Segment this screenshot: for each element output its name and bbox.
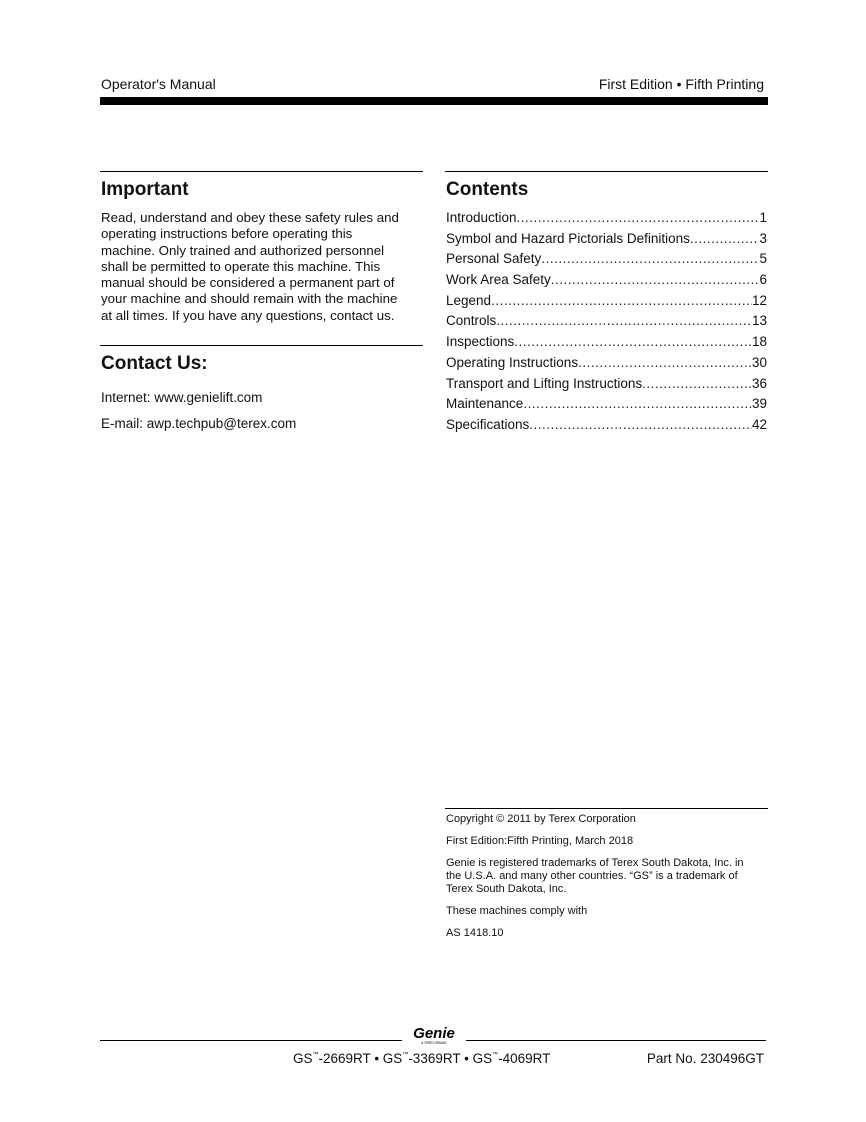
important-line: your machine and should remain with the machine xyxy=(101,291,398,307)
toc-entry[interactable] xyxy=(446,396,767,417)
logo-text: Genie xyxy=(413,1025,455,1042)
toc-entry-title: Maintenance xyxy=(446,396,524,412)
toc-entry-page: 1 xyxy=(759,210,767,225)
model-separator: • xyxy=(460,1051,473,1066)
section-rule xyxy=(100,171,423,172)
section-rule xyxy=(100,345,423,346)
toc-leader xyxy=(496,313,752,328)
toc-leader xyxy=(642,376,752,391)
contact-section xyxy=(100,345,423,431)
toc-entry-title: Controls xyxy=(446,313,497,329)
important-line: shall be permitted to operate this machine. This xyxy=(101,258,381,274)
model-list xyxy=(293,1051,550,1066)
toc-entry[interactable] xyxy=(446,417,767,438)
section-rule xyxy=(445,808,768,809)
toc-entry-page: 13 xyxy=(751,313,767,329)
toc-entry[interactable] xyxy=(446,231,767,252)
toc-entry-page: 5 xyxy=(759,251,767,267)
toc-entry[interactable] xyxy=(446,376,767,397)
copyright-block xyxy=(445,808,768,940)
contact-heading: Contact Us: xyxy=(101,353,208,374)
toc-entry[interactable] xyxy=(446,210,767,231)
model-name: GS™-3369RT xyxy=(382,1051,461,1066)
toc-entry-page: 42 xyxy=(751,416,767,432)
toc-entry-page: 6 xyxy=(759,272,767,288)
toc-entry[interactable] xyxy=(446,293,767,314)
toc-entry-title: Operating Instructions xyxy=(446,354,579,370)
manual-title: Operator's Manual xyxy=(101,76,216,92)
toc-entry[interactable] xyxy=(446,334,767,355)
toc-entry[interactable] xyxy=(446,251,767,272)
toc-entry-title: Personal Safety xyxy=(446,251,542,267)
toc-leader xyxy=(491,293,752,308)
model-name: GS™-4069RT xyxy=(472,1051,551,1066)
trademark-line: Genie is registered trademarks of Terex South Dakota, Inc. in xyxy=(446,857,744,869)
important-line: manual should be considered a permanent part of xyxy=(101,275,395,291)
toc-entry-page: 36 xyxy=(751,375,767,391)
important-line: at all times. If you have any questions, contact us. xyxy=(101,307,395,323)
toc-leader xyxy=(578,355,752,370)
important-text xyxy=(101,210,423,324)
compliance-line: These machines comply with xyxy=(446,905,588,917)
toc-entry-title: Work Area Safety xyxy=(446,272,551,288)
trademark-line: Terex South Dakota, Inc. xyxy=(446,883,567,895)
toc-entry-page: 3 xyxy=(759,230,767,246)
contact-email[interactable]: E-mail: awp.techpub@terex.com xyxy=(101,416,297,431)
genie-logo xyxy=(405,1024,463,1046)
toc-leader xyxy=(523,396,752,411)
trademark-notice xyxy=(445,857,768,896)
toc-leader xyxy=(551,272,760,287)
trademark-line: the U.S.A. and many other countries. “GS” is a trademark of xyxy=(446,870,738,882)
toc-entry-title: Specifications xyxy=(446,416,530,432)
footer-rule-right xyxy=(466,1040,766,1041)
important-line: machine. Only trained and authorized personnel xyxy=(101,242,385,258)
important-line: operating instructions before operating this xyxy=(101,226,353,242)
header-rule xyxy=(100,97,768,105)
table-of-contents xyxy=(446,210,767,438)
toc-leader xyxy=(517,210,760,225)
edition-line: First Edition:Fifth Printing, March 2018 xyxy=(446,835,634,847)
part-number: Part No. 230496GT xyxy=(646,1051,764,1066)
toc-entry-page: 12 xyxy=(751,292,767,308)
section-rule xyxy=(445,171,768,172)
standard-line: AS 1418.10 xyxy=(446,927,504,939)
toc-entry[interactable] xyxy=(446,313,767,334)
toc-entry-title: Symbol and Hazard Pictorials Definitions xyxy=(446,230,690,246)
model-separator: • xyxy=(370,1051,383,1066)
toc-entry-page: 39 xyxy=(751,396,767,412)
toc-entry-title: Inspections xyxy=(446,334,515,350)
important-heading: Important xyxy=(101,179,189,200)
edition-label: First Edition • Fifth Printing xyxy=(598,76,764,92)
toc-leader xyxy=(529,417,752,432)
toc-entry-title: Introduction xyxy=(446,210,517,225)
copyright-line: Copyright © 2011 by Terex Corporation xyxy=(446,813,636,825)
contents-heading: Contents xyxy=(446,179,529,200)
important-section xyxy=(100,171,423,324)
toc-entry-page: 18 xyxy=(751,334,767,350)
model-name: GS™-2669RT xyxy=(293,1051,371,1066)
toc-leader xyxy=(541,251,759,266)
contact-internet[interactable]: Internet: www.genielift.com xyxy=(101,390,263,405)
toc-entry-title: Legend xyxy=(446,292,492,308)
toc-entry[interactable] xyxy=(446,272,767,293)
toc-leader xyxy=(514,334,752,349)
contents-section xyxy=(445,171,768,438)
toc-leader xyxy=(690,231,760,246)
toc-entry-page: 30 xyxy=(751,354,767,370)
toc-entry-title: Transport and Lifting Instructions xyxy=(446,375,643,391)
footer-rule-left xyxy=(100,1040,402,1041)
logo-subtext: A TEREX BRAND xyxy=(421,1041,447,1045)
toc-entry[interactable] xyxy=(446,355,767,376)
important-line: Read, understand and obey these safety rules and xyxy=(101,210,399,225)
